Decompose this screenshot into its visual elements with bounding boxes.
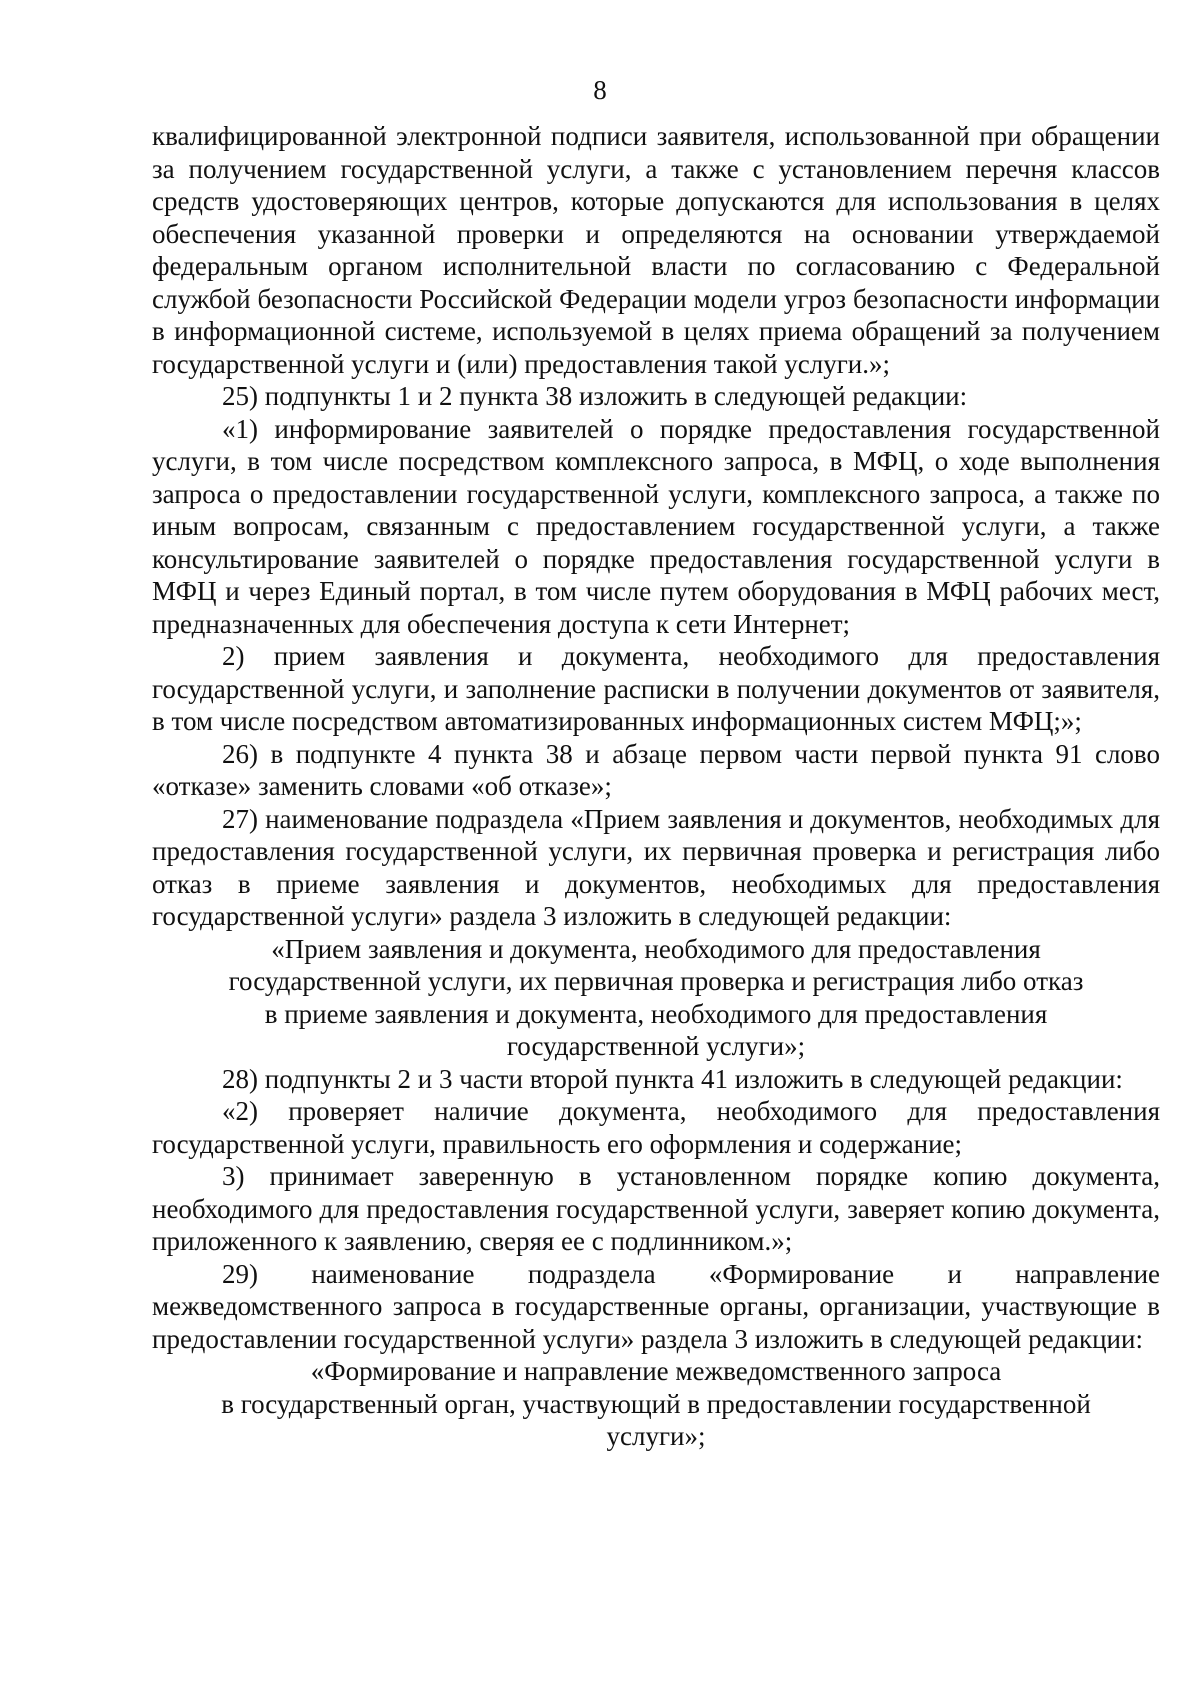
page-number: 8 <box>593 75 607 105</box>
paragraph-subitem-1: «1) информирование заявителей о порядке предоставления государственной услуги, в том числе посредством комплексного запроса, в МФЦ, о ходе выполнения запроса о предоставлении государственной услуги, комплексного запроса, а также по иным вопросам, связанным с предоставлением государственной услуги, а также консультирование заявителей о порядке предоставления государственной услуги в МФЦ и через Единый портал, в том числе путем оборудования в МФЦ рабочих мест, предназначенных для обеспечения доступа к сети Интернет; <box>152 413 1160 639</box>
heading-line: услуги»; <box>606 1421 706 1451</box>
heading-line: государственной услуги»; <box>506 1031 806 1061</box>
paragraph-item-25: 25) подпункты 1 и 2 пункта 38 изложить в следующей редакции: <box>222 381 968 411</box>
heading-line: «Прием заявления и документа, необходимого для предоставления <box>271 933 1041 964</box>
heading-line: в государственный орган, участвующий в предоставлении государственной <box>221 1388 1091 1419</box>
paragraph-item-26: 26) в подпункте 4 пункта 38 и абзаце первом части первой пункта 91 слово «отказе» заменить словами «об отказе»; <box>152 738 1160 801</box>
subsection-heading-interagency <box>152 1355 1160 1453</box>
paragraph-subitem-2-check: «2) проверяет наличие документа, необходимого для предоставления государственной услуги, правильность его оформления и содержание; <box>152 1096 1160 1159</box>
paragraph-continuation: квалифицированной электронной подписи заявителя, использованной при обращении за получением государственной услуги, а также с установлением перечня классов средств удостоверяющих центров, которые допускаются для использования в целях обеспечения указанной проверки и определяются на основании утверждаемой федеральным органом исполнительной власти по согласованию с Федеральной службой безопасности Российской Федерации модели угроз безопасности информации в информационной системе, используемой в целях приема обращений за получением государственной услуги и (или) предоставления такой услуги.»; <box>152 121 1160 379</box>
subsection-heading-reception <box>152 933 1160 1063</box>
document-body <box>152 120 1160 1453</box>
heading-line: в приеме заявления и документа, необходимого для предоставления <box>264 998 1048 1029</box>
paragraph-item-29: 29) наименование подраздела «Формирование и направление межведомственного запроса в государственные органы, организации, участвующие в предоставлении государственной услуги» раздела 3 изложить в следующей редакции: <box>152 1258 1160 1354</box>
paragraph-item-27: 27) наименование подраздела «Прием заявления и документов, необходимых для предоставления государственной услуги, их первичная проверка и регистрация либо отказ в приеме заявления и документов, необходимых для предоставления государственной услуги» раздела 3 изложить в следующей редакции: <box>152 803 1160 931</box>
paragraph-item-28: 28) подпункты 2 и 3 части второй пункта 41 изложить в следующей редакции: <box>222 1063 1123 1094</box>
heading-line: государственной услуги, их первичная проверка и регистрация либо отказ <box>228 966 1084 996</box>
paragraph-subitem-3-copy: 3) принимает заверенную в установленном порядке копию документа, необходимого для предоставления государственной услуги, заверяет копию документа, приложенного к заявлению, сверяя ее с подлинником.»; <box>152 1161 1160 1256</box>
paragraph-subitem-2: 2) прием заявления и документа, необходимого для предоставления государственной услуги, и заполнение расписки в получении документов от заявителя, в том числе посредством автоматизированных информационных систем МФЦ;»; <box>152 641 1160 736</box>
heading-line: «Формирование и направление межведомственного запроса <box>310 1356 1002 1386</box>
